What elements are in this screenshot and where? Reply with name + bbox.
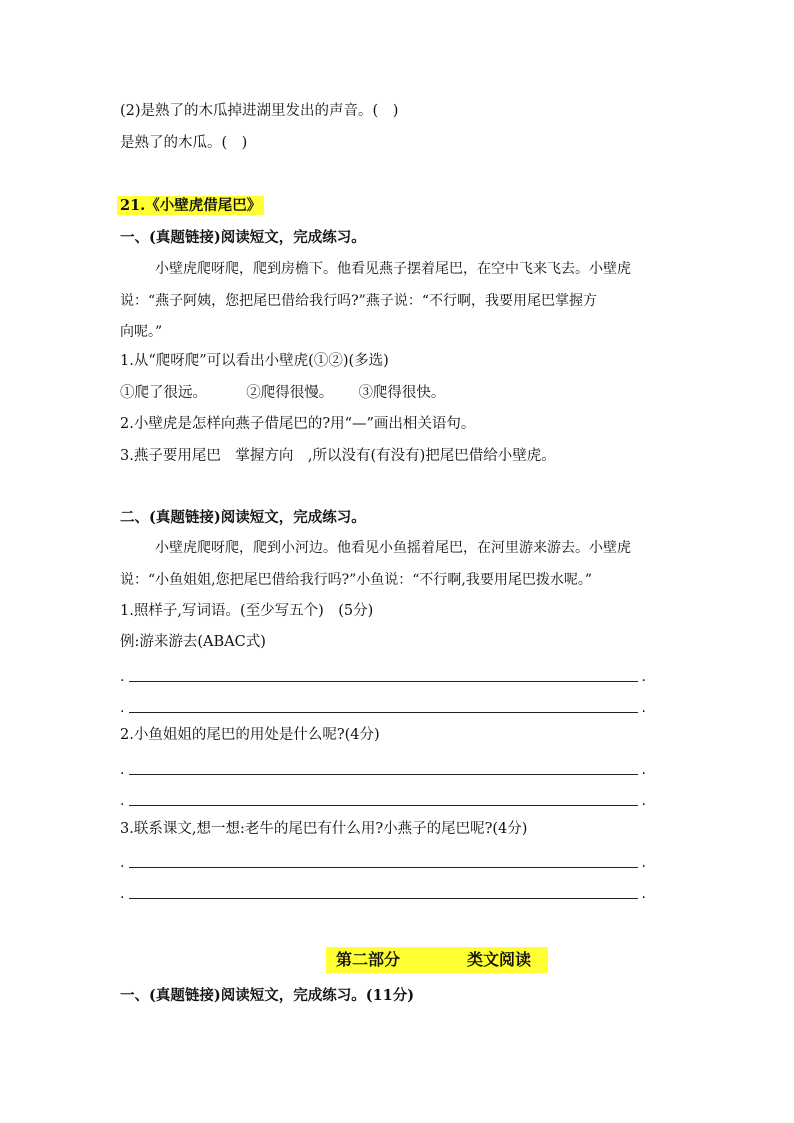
s2-question-2: 2.小鱼姐姐的尾巴的用处是什么呢?(4分)	[120, 727, 380, 743]
s1-question-1-options	[120, 383, 445, 403]
answer-dot: .	[641, 700, 646, 716]
answer-rule	[129, 774, 638, 775]
answer-dot: .	[120, 700, 125, 716]
answer-line[interactable]	[120, 853, 646, 873]
part-2-title-left: 第二部分	[336, 950, 401, 969]
lesson-title-text: 21.《小壁虎借尾巴》	[117, 196, 264, 215]
s2-question-3: 3.联系课文,想一想:老牛的尾巴有什么用?小燕子的尾巴呢?(4分)	[120, 821, 528, 837]
passage-line: 小壁虎爬呀爬，爬到房檐下。他看见燕子摆着尾巴，在空中飞来飞去。小壁虎	[155, 261, 631, 277]
answer-dot: .	[120, 886, 125, 902]
part-2-title-right: 类文阅读	[467, 950, 532, 969]
answer-line[interactable]	[120, 884, 646, 904]
s1-question-1: 1.从“爬呀爬”可以看出小壁虎(①②)(多选)	[120, 353, 389, 369]
option-3: ③爬得很快。	[358, 385, 446, 401]
answer-line[interactable]	[120, 698, 646, 718]
question-3-line: 是熟了的木瓜。( )	[120, 135, 248, 151]
answer-dot: .	[120, 669, 125, 685]
passage-line: 向呢。”	[120, 324, 163, 340]
section-1-passage	[120, 254, 676, 349]
passage-line: 说：“燕子阿姨，您把尾巴借给我行吗?”燕子说：“不行啊，我要用尾巴掌握方	[120, 292, 597, 309]
option-2: ②爬得很慢。	[246, 385, 334, 401]
answer-dot: .	[641, 855, 646, 871]
answer-line[interactable]	[120, 791, 646, 811]
lesson-title	[117, 196, 264, 216]
s2-question-1-example: 例:游来游去(ABAC式)	[120, 634, 266, 650]
answer-rule	[129, 712, 638, 713]
part-2-section-1-heading: 一、(真题链接)阅读短文，完成练习。(11分)	[120, 987, 415, 1004]
answer-dot: .	[120, 855, 125, 871]
section-2-heading: 二、(真题链接)阅读短文，完成练习。	[120, 509, 366, 526]
answer-dot: .	[641, 886, 646, 902]
option-1: ①爬了很远。	[120, 385, 207, 401]
section-1-heading: 一、(真题链接)阅读短文，完成练习。	[120, 229, 366, 246]
part-2-title	[326, 947, 548, 973]
s1-question-2: 2.小壁虎是怎样向燕子借尾巴的?用“—”画出相关语句。	[120, 416, 476, 432]
answer-dot: .	[120, 762, 125, 778]
answer-dot: .	[641, 793, 646, 809]
section-2-passage	[120, 533, 676, 596]
passage-line: 小壁虎爬呀爬，爬到小河边。他看见小鱼摇着尾巴，在河里游来游去。小壁虎	[155, 540, 631, 556]
answer-rule	[129, 805, 638, 806]
answer-dot: .	[641, 669, 646, 685]
s2-question-1: 1.照样子,写词语。(至少写五个) (5分)	[120, 603, 374, 619]
answer-rule	[129, 867, 638, 868]
passage-line: 说：“小鱼姐姐,您把尾巴借给我行吗?”小鱼说：“不行啊,我要用尾巴拨水呢。”	[120, 571, 593, 588]
s1-question-3: 3.燕子要用尾巴 掌握方向 ,所以没有(有没有)把尾巴借给小壁虎。	[120, 448, 556, 464]
answer-rule	[129, 681, 638, 682]
answer-line[interactable]	[120, 667, 646, 687]
answer-rule	[129, 898, 638, 899]
answer-dot: .	[120, 793, 125, 809]
question-2-line: (2)是熟了的木瓜掉进湖里发出的声音。( )	[120, 103, 399, 119]
answer-line[interactable]	[120, 760, 646, 780]
answer-dot: .	[641, 762, 646, 778]
